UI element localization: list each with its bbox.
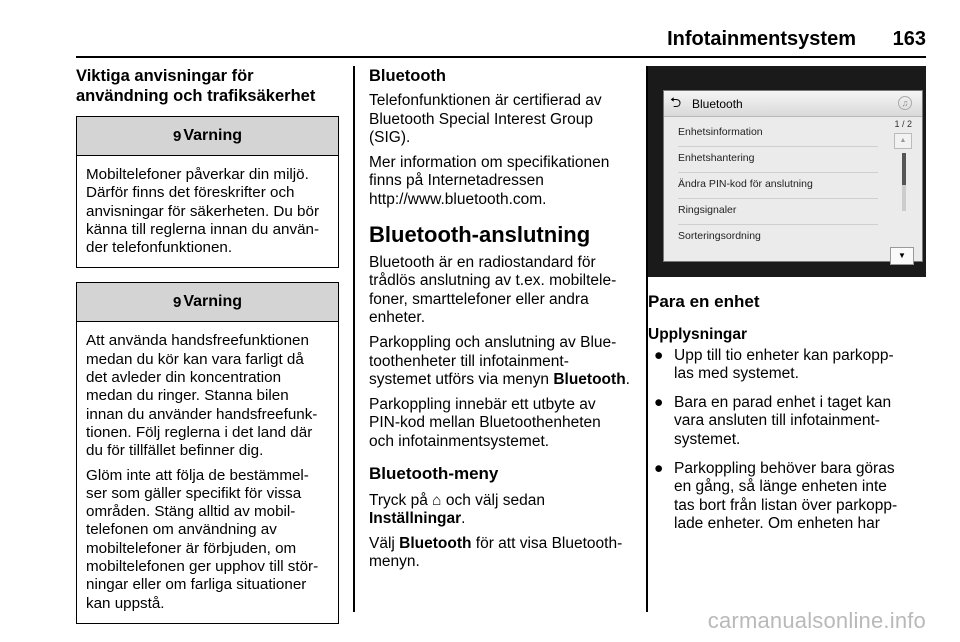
menu-term-bluetooth: Bluetooth: [553, 371, 626, 389]
bullet-icon: ●: [654, 459, 664, 477]
warning-body-2: Att använda handsfreefunktionen medan du kör kan vara farligt då det avleder din koncentration medan du ringer. Stanna bilen innan du använder handsfreefunk‐ tionen. Följ reglerna i det land där du för tillfället befinner dig. Glöm inte att följa de bestämmel‐ ser som gäller specifikt för vissa områden. Stäng alltid av mobil‐ telefonen om användning av mobiltelefoner är förbjuden, om mobiltelefonen ger upphov till stör‐ ningar eller om farliga situationer kan uppstå.: [86, 332, 319, 612]
connection-heading: Bluetooth-anslutning: [369, 221, 591, 247]
screen-menu-item: Enhetsinformation: [678, 121, 878, 147]
menu-heading: Bluetooth-meny: [369, 463, 499, 483]
bullet-icon: ●: [654, 346, 664, 364]
screen-scrollbar: [902, 153, 906, 211]
list-item: ● Bara en parad enhet i taget kan vara ansluten till infotainment‐ systemet.: [654, 393, 892, 448]
safety-heading: Viktiga anvisningar för användning och trafiksäkerhet: [76, 67, 316, 105]
watermark: carmanualsonline.info: [707, 608, 926, 633]
bluetooth-paragraph-1: Telefonfunktionen är certifierad av Bluetooth Special Interest Group (SIG).: [369, 92, 602, 147]
connection-paragraph-3: Parkoppling innebär ett utbyte av PIN-kod mellan Bluetoothenheten och infotainmentsystemet.: [369, 395, 601, 450]
warning-icon: 9: [172, 293, 182, 311]
connection-paragraph-2: Parkoppling och anslutning av Blue‐ toothenheter till infotainment‐ systemet utförs via menyn Bluetooth.: [369, 333, 630, 389]
warning-header-2: [77, 283, 338, 322]
bullet-icon: ●: [654, 393, 664, 411]
screen-page-indicator: 1 / 2: [894, 119, 912, 129]
page-header: [76, 28, 926, 50]
connection-paragraph-1: Bluetooth är en radiostandard för trådlös anslutning av t.ex. mobiltele‐ foner, smarttelefoner eller andra enheter.: [369, 253, 617, 327]
column-bluetooth: [369, 62, 635, 578]
column-safety: [76, 62, 339, 624]
warning-box-2: [76, 282, 339, 623]
header-rule: [76, 56, 926, 58]
screen-menu-item: Enhetshantering: [678, 147, 878, 173]
info-bullet-list: [654, 347, 928, 534]
warning-box-1: [76, 116, 339, 268]
warning-title-1: Varning: [183, 127, 243, 144]
warning-title-2: Varning: [183, 293, 243, 311]
screen-titlebar: [664, 91, 922, 117]
page-number: 163: [892, 28, 926, 50]
bluetooth-menu-screenshot: [663, 90, 923, 262]
list-item: ● Upp till tio enheter kan parkopp‐ las med systemet.: [654, 346, 894, 383]
warning-body-1: Mobiltelefoner påverkar din miljö. Därför finns det föreskrifter och anvisningar för säkerheten. Du bör känna till reglerna innan du använ‐ der telefonfunktionen.: [86, 166, 320, 257]
column-pairing: [648, 292, 928, 544]
screen-menu-item: Sorteringsordning: [678, 230, 761, 242]
music-note-icon: ♫: [898, 96, 912, 110]
pairing-heading: Para en enhet: [648, 292, 760, 311]
scroll-up-icon: ▲: [894, 133, 912, 149]
warning-header-1: [77, 117, 338, 156]
screen-menu-list: [678, 121, 878, 250]
screen-menu-item: Ändra PIN-kod för anslutning: [678, 173, 878, 199]
menu-term-bluetooth: Bluetooth: [399, 534, 472, 552]
list-item: ● Parkoppling behöver bara göras en gång, så länge enheten inte tas bort från listan över parkopp‐ lade enheter. Om enheten har: [654, 459, 898, 533]
menu-paragraph-2: Välj Bluetooth för att visa Bluetooth‐ menyn.: [369, 534, 623, 571]
warning-icon: 9: [172, 127, 182, 145]
column-divider-1: [353, 66, 355, 612]
bluetooth-heading: Bluetooth: [369, 67, 446, 85]
screen-title: Bluetooth: [692, 96, 743, 111]
scrollbar-thumb: [902, 153, 906, 185]
back-icon: ⮌: [670, 93, 682, 110]
info-label: Upplysningar: [648, 326, 748, 343]
menu-term-settings: Inställningar: [369, 510, 462, 528]
home-icon: ⌂: [432, 491, 442, 509]
header-title: Infotainmentsystem: [667, 28, 856, 50]
screen-menu-item: Ringsignaler: [678, 199, 878, 225]
bluetooth-paragraph-2: Mer information om specifikationen finns på Internetadressen http://www.bluetooth.com.: [369, 153, 610, 208]
scroll-down-icon: ▼: [890, 247, 914, 265]
menu-paragraph-1: Tryck på ⌂ och välj sedan Inställningar.: [369, 491, 545, 528]
